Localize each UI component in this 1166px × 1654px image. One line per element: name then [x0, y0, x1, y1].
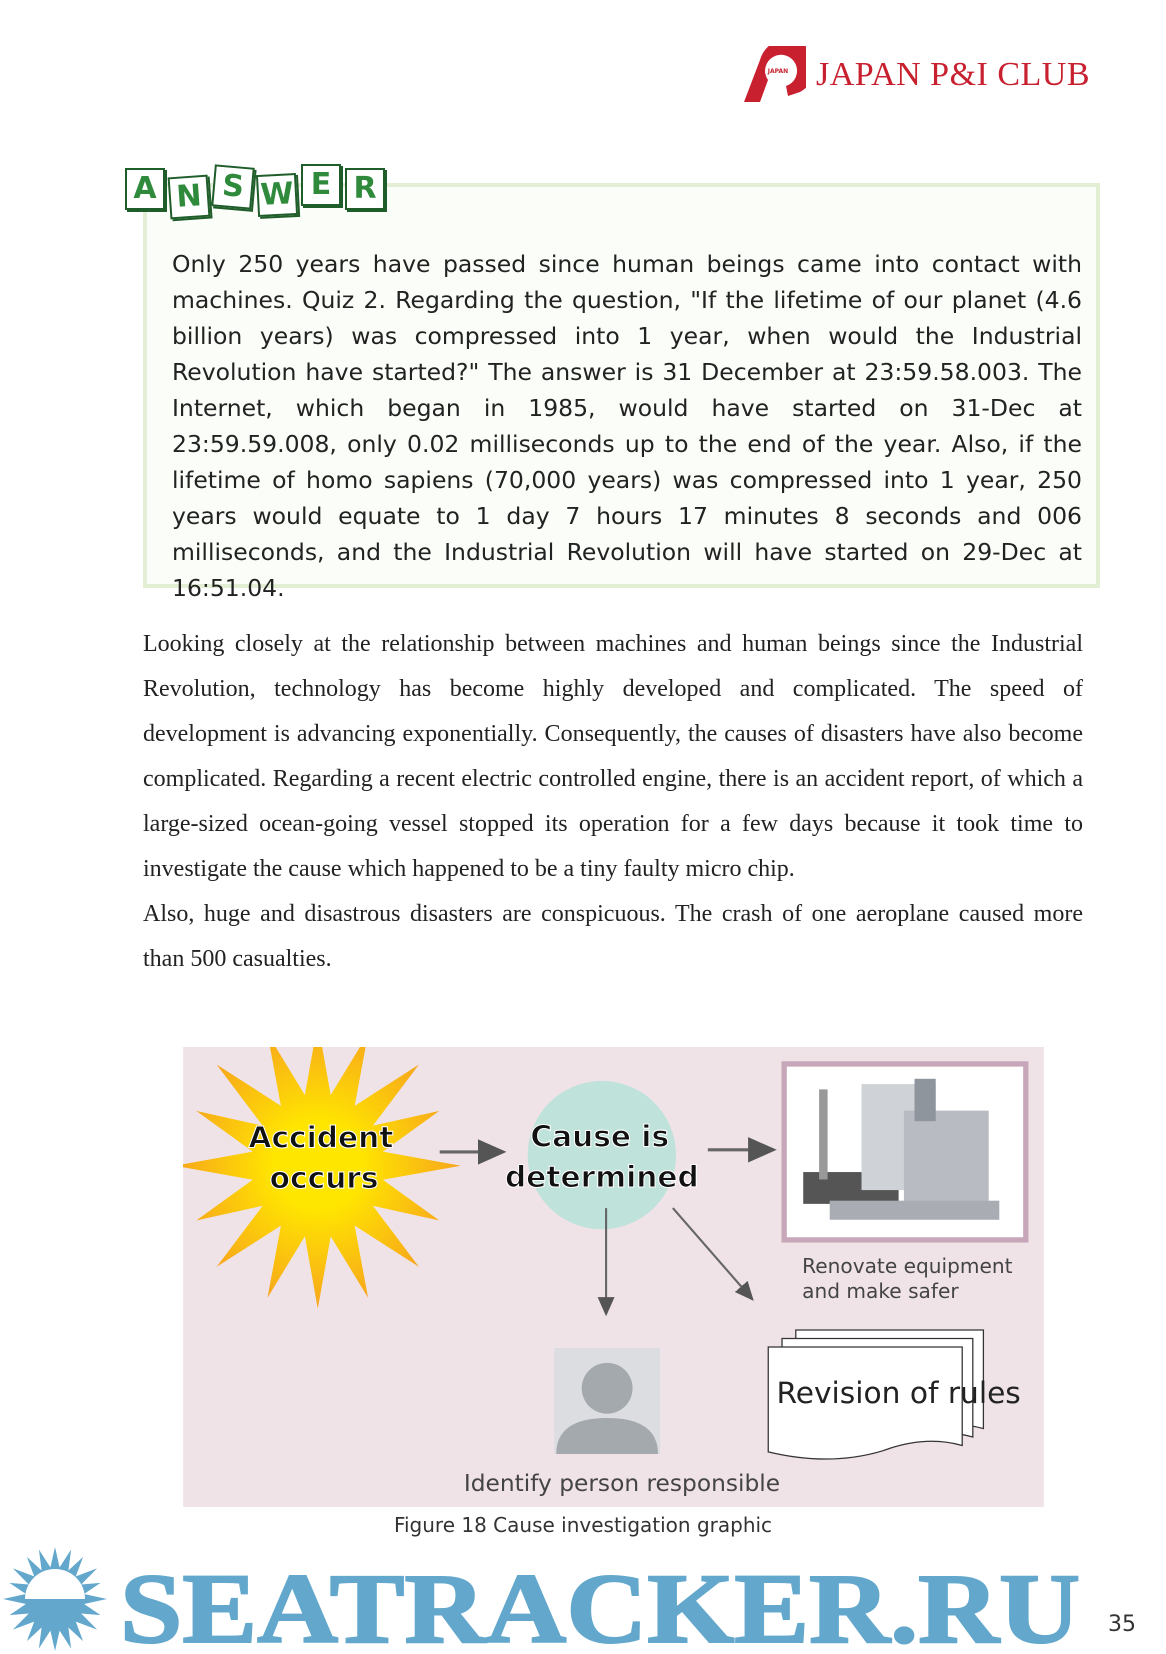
- body-paragraph: Also, huge and disastrous disasters are conspicuous. The crash of one aeroplane caused more than 500 casualties.: [143, 901, 1083, 972]
- body-paragraph: Looking closely at the relationship between machines and human beings since the Industrial Revolution, technology has become highly developed and complicated. The speed of development is advancing exponentially. Consequently, the causes of disasters have also become complicated. Regarding a recent electric controlled engine, there is an accident report, of which a large-sized ocean-going vessel stopped its operation for a few days because it took time to investigate the cause which happened to be a tiny faulty micro chip.: [143, 631, 1083, 882]
- accident-label: occurs: [269, 1159, 379, 1195]
- logo-emblem-icon: [742, 46, 806, 104]
- answer-badge: [125, 167, 389, 215]
- svg-text:JAPAN: JAPAN: [767, 68, 789, 75]
- figure-caption: Figure 18 Cause investigation graphic: [393, 1513, 773, 1537]
- japan-pi-club-logo: [742, 46, 1090, 104]
- badge-letter: E: [301, 164, 341, 206]
- badge-letter: W: [256, 173, 298, 217]
- badge-letter: N: [168, 175, 211, 220]
- renovate-label: Renovate equipment: [802, 1253, 1013, 1278]
- identify-label: Identify person responsible: [463, 1470, 781, 1498]
- cause-investigation-figure: [183, 1047, 1044, 1507]
- answer-text: Only 250 years have passed since human beings came into contact with machines. Quiz 2. Regarding the question, "If the lifetime of our planet (4.6 billion years) was compressed into 1 year, when would the Industrial Revolution have started?" The answer is 31 December at 23:59.58.003. The Internet, which began in 1985, would have started on 31-Dec at 23:59.59.008, only 0.02 milliseconds up to the end of the year. Also, if the lifetime of homo sapiens (70,000 years) was compressed into 1 year, 250 years would equate to 1 day 7 hours 17 minutes 8 seconds and 006 milliseconds, and the Industrial Revolution will have started on 29-Dec at 16:51.04.: [172, 250, 1082, 602]
- body-text: [143, 622, 1083, 982]
- page-number: 35: [1108, 1612, 1136, 1637]
- machine-photo: [784, 1064, 1026, 1240]
- seatracker-watermark: [0, 1546, 1166, 1652]
- accident-label: Accident: [248, 1119, 394, 1155]
- person-icon: [554, 1348, 660, 1454]
- watermark-text: SEATRACKER.RU: [120, 1553, 1080, 1652]
- renovate-label: and make safer: [802, 1279, 959, 1304]
- cause-label: determined: [504, 1158, 699, 1194]
- cause-label: Cause is: [530, 1118, 670, 1154]
- badge-letter: R: [345, 168, 385, 210]
- logo-text: JAPAN P&I CLUB: [816, 56, 1091, 93]
- cause-circle: [528, 1081, 676, 1229]
- revision-label: Revision of rules: [776, 1375, 1021, 1411]
- badge-letter: S: [211, 164, 255, 209]
- badge-letter: A: [125, 168, 165, 210]
